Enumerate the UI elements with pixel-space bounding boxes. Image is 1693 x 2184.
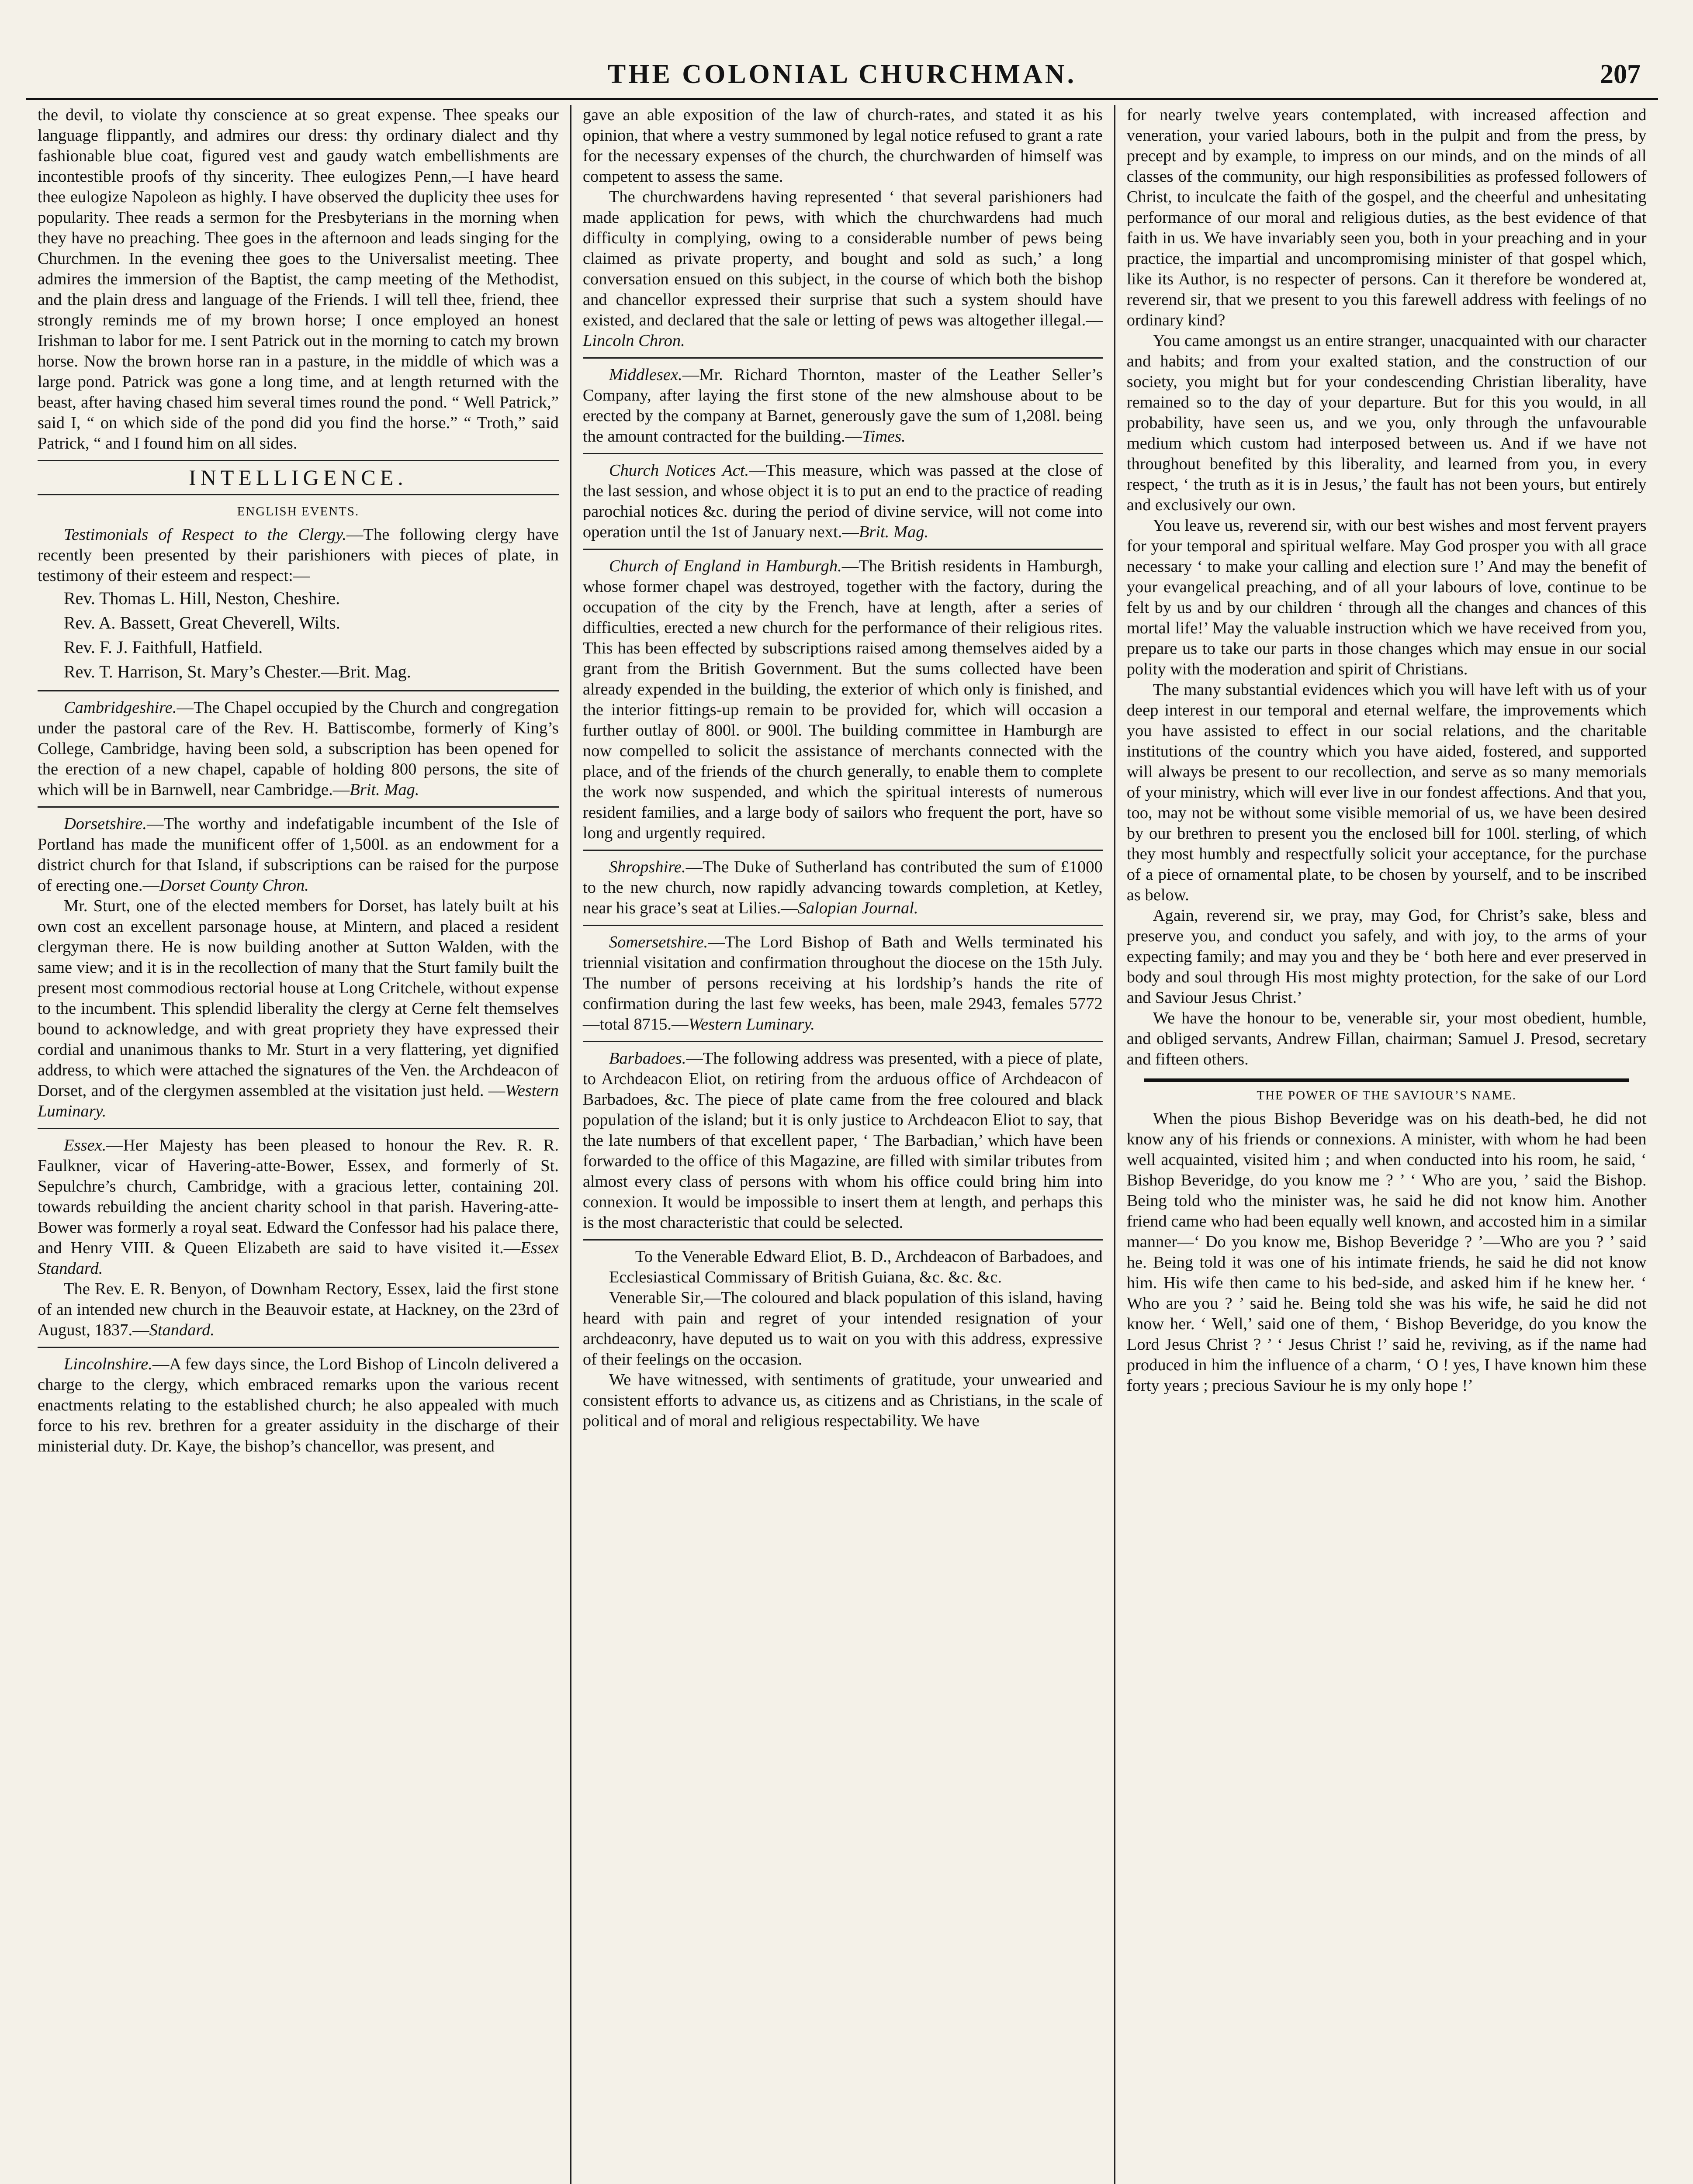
article-heading: Church Notices Act.: [609, 461, 749, 480]
divider: [38, 1347, 559, 1348]
article-body: —The British residents in Hamburgh, whose former chapel was destroyed, together with the factory, during the occupation of the city by the French, have at length, after a series of difficulties, erected a new church for the performance of their religious rites. This has been effected by subscriptions raised among themselves aided by a grant from the British Government. But the sums collected have been already expended in the building, the exterior of which only is finished, and the interior fittings-up remain to be provided for, which will occasion a further outlay of 800l. or 900l. The building committee in Hamburgh are now compelled to solicit the assistance of merchants connected with the place, and of the friends of the church generally, to enable them to complete the work now suspended, and which the spiritual interests of numerous resident families, and a large body of sailors who frequent the port, have so long and urgently required.: [582, 557, 1103, 842]
subheading-english-events: ENGLISH EVENTS.: [237, 505, 360, 518]
article-source: Standard.: [149, 1321, 215, 1339]
divider: [38, 806, 559, 808]
article-source: Brit. Mag.: [350, 781, 419, 799]
divider: [583, 1239, 1103, 1241]
divider: [38, 690, 559, 691]
article-benyon: [38, 1279, 559, 1341]
header-rule: [26, 98, 1658, 100]
article-heading: Essex.: [64, 1136, 107, 1154]
article-source: Brit. Mag.: [859, 523, 929, 541]
article-body: The Rev. E. R. Benyon, of Downham Rectory, Essex, laid the first stone of an intended new church in the Beauvoir estate, at Hackney, on the 23rd of August, 1837.—: [38, 1280, 559, 1339]
article-body: Mr. Sturt, one of the elected members for Dorset, has lately built at his own cost an excellent parsonage house, at Mintern, and placed a resident clergyman there. He is now building another at Sutton Walden, with the same view; and it is in the recollection of many that the Sturt family built the present most commodious rectorial house at Long Critchele, without expense to the incumbent. This splendid liberality the clergy at Cerne felt themselves bound to acknowledge, and with great propriety they have expressed their cordial and unanimous thanks to Mr. Sturt in a very flattering, yet dignified address, to which were attached the signatures of the Ven. the Archdeacon of Dorset, and of the clergymen assembled at the visitation just held. —: [38, 897, 559, 1100]
article-body: —Mr. Richard Thornton, master of the Leather Seller’s Company, after laying the first stone of the new almshouse about to be erected by the company at Barnet, generously gave the sum of 1,208l. being the amount contracted for the building.—: [582, 366, 1103, 446]
article-shropshire: [583, 857, 1103, 919]
article-source: Lincoln Chron.: [582, 332, 685, 350]
article-body: —The Lord Bishop of Bath and Wells terminated his triennial visitation and confirmation throughout the diocese on the 15th July. The number of persons receiving at his lordship’s hands the rite of confirmation during the last few weeks, has been, male 2943, females 5772—total 8715.—: [582, 933, 1103, 1033]
article-body: —This measure, which was passed at the close of the last session, and whose object it is to put an end to the practice of reading parochial notices &c. during the period of divine service, will not come into operation until the 1st of January next.—: [582, 461, 1103, 541]
article-heading: Testimonials of Respect to the Clergy.: [64, 525, 346, 544]
paragraph: gave an able exposition of the law of church-rates, and stated it as his opinion, that where a vestry summoned by legal notice refused to grant a rate for the necessary expenses of the church, the churchwarden of himself was competent to assess the same.: [582, 106, 1103, 186]
paragraph: You came amongst us an entire stranger, unacquainted with our character and habits; and from your exalted station, and the construction of our society, you might but for your condescending Christian liberality, have remained so to the day of your departure. But for this you would, in all probability, have seen us, and we you, only through the unfavourable medium which custom had interposed between us. And if we have not throughout benefited by this liberality, and learned from you, in every respect, ‘ the truth as it is in Jesus,’ the fault has not been yours, but entirely and exclusively our own.: [1126, 332, 1647, 514]
paragraph: for nearly twelve years contemplated, with increased affection and veneration, your varied labours, both in the pulpit and from the press, by precept and by example, to impress on our minds, and on the minds of all classes of the community, our high responsibilities as professed followers of Christ, to inculcate the faith of the gospel, and the cheerful and unhesitating performance of our moral and religious duties, as the best evidence of that faith in us. We have invariably seen you, both in your preaching and in your practice, the impartial and uncompromising minister of that gospel which, like its Author, is no respecter of persons. Can it therefore be wondered at, reverend sir, that we present to you this farewell address with feelings of no ordinary kind?: [1126, 106, 1647, 329]
article-source: Western Luminary.: [38, 1082, 559, 1120]
article-heading: Church of England in Hamburgh.: [609, 557, 842, 575]
page-header: [26, 59, 1658, 98]
article-sturt: [38, 896, 559, 1122]
section-title-intelligence: INTELLIGENCE.: [189, 465, 408, 490]
thick-divider: [1144, 1078, 1629, 1082]
article-body: —A few days since, the Lord Bishop of Lincoln delivered a charge to the clergy, which embraced remarks upon the various recent enactments relating to the established church; he also appealed with much force to his rev. brethren for a greater assiduity in the discharge of their ministerial duty. Dr. Kaye, the bishop’s chancellor, was present, and: [38, 1355, 559, 1455]
paragraph: You leave us, reverend sir, with our best wishes and most fervent prayers for your temporal and spiritual welfare. May God prosper you with all grace necessary ‘ to make your calling and election sure !’ And may the benefit of your evangelical preaching, and of all your labours of love, continue to be felt by us and by our children ‘ through all the changes and chances of this mortal life!’ May the valuable instruction which we have received from you, prepare us to take our parts in those changes which may ensue in our social polity with the moderation and spirit of Christians.: [1126, 516, 1647, 678]
paragraph: We have the honour to be, venerable sir, your most obedient, humble, and obliged servants, Andrew Fillan, chairman; Samuel J. Presod, secretary and fifteen others.: [1126, 1009, 1647, 1068]
divider: [583, 453, 1103, 454]
divider: [583, 357, 1103, 359]
article-body: —The Duke of Sutherland has contributed the sum of £1000 to the new church, now rapidly advancing towards completion, at Ketley, near his grace’s seat at Lilies.—: [582, 858, 1103, 917]
columns: [26, 105, 1658, 2184]
article-source: Salopian Journal.: [797, 899, 918, 917]
divider: [38, 494, 559, 495]
divider: [583, 925, 1103, 926]
article-dorsetshire: [38, 814, 559, 896]
paragraph: Venerable Sir,—The coloured and black population of this island, having heard with pain and regret of your intended resignation of your archdeaconry, have deputed us to wait on you with this address, expressive of their feelings on the occasion.: [582, 1289, 1103, 1368]
article-body: —The following address was presented, with a piece of plate, to Archdeacon Eliot, on retiring from the arduous office of Archdeacon of Barbadoes, &c. The piece of plate came from the free coloured and black population of the island; but it is only justice to Archdeacon Eliot to say, that the late numbers of that excellent paper, ‘ The Barbadian,’ which have been forwarded to the office of this Magazine, are filled with similar tributes from almost every class of persons with whom his office could bring him into connexion. It would be impossible to insert them at length, and perhaps this is the most characteristic that could be selected.: [582, 1049, 1103, 1232]
paragraph: When the pious Bishop Beveridge was on his death-bed, he did not know any of his friends or connexions. A minister, with whom he had been well acquainted, visited him ; and when conducted into his room, he said, ‘ Bishop Beveridge, do you know me ? ’ ‘ Who are you, ’ said the Bishop. Being told who the minister was, he said he did not know him. Another friend came who had been equally well known, and accosted him in a similar manner—‘ Do you know me, Bishop Beveridge ? ’—Who are you ? ’ said he. Being told it was one of his intimate friends, he said he did not know him. His wife then came to his bed-side, and asked him if he knew her. ‘ Who are you ? ’ said he. Being told she was his wife, he said he did not know her. ‘ Well,’ said one of them, ‘ Bishop Beveridge, do you know the Lord Jesus Christ ? ’ ‘ Jesus Christ !’ said he, reviving, as if the name had produced in him the influence of a charm, ‘ O ! yes, I have known him these forty years ; precious Saviour he is my only hope !’: [1126, 1109, 1647, 1395]
article-church-notices: [583, 460, 1103, 543]
article-heading: Somersetshire.: [609, 933, 708, 951]
divider: [38, 1128, 559, 1129]
article-barbadoes: [583, 1048, 1103, 1233]
paragraph: the devil, to violate thy conscience at so great expense. Thee speaks our language flippantly, and admires our dress: thy ordinary dialect and thy fashionable blue coat, figured vest and gaudy watch embellishments are incontestible proofs of thy sincerity. Thee eulogizes Penn,—I have heard thee eulogize Napoleon as highly. I have observed the duplicity thee uses for popularity. Thee reads a sermon for the Presbyterians in the morning when they have no preaching. Thee goes in the afternoon and leads singing for the Churchmen. In the evening thee goes to the Universalist meeting. Thee admires the immersion of the Baptist, the camp meeting of the Methodist, and the plain dress and language of the Friends. I will tell thee, friend, thee strongly reminds me of my brown horse; I once employed an honest Irishman to labor for me. I sent Patrick out in the morning to catch my brown horse. Now the brown horse ran in a pasture, in the middle of which was a large pond. Patrick was gone a long time, and at length returned with the beast, after having chased him several times round the pond. “ Well Patrick,” said I, “ on which side of the pond did you find the horse.” “ Troth,” said Patrick, “ and I found him on all sides.: [38, 106, 559, 453]
paragraph: Again, reverend sir, we pray, may God, for Christ’s sake, bless and preserve you, and conduct you safely, and with joy, to the arms of your expecting family; and may you and they be ‘ both here and ever preserved in body and soul through His most mighty protection, for the sake of our Lord and Saviour Jesus Christ.’: [1126, 906, 1647, 1007]
article-heading: Dorsetshire.: [64, 815, 147, 833]
paragraph: The many substantial evidences which you will have left with us of your deep interest in our temporal and eternal welfare, the improvements which you have assisted to effect in our social relations, and the charitable institutions of the country which you have aided, fostered, and supported will always be present to our recollection, and serve as so many memorials of your ministry, which will ever live in our fondest affections. And that you, too, may not be without some visible memorial of us, we have been desired by our brethren to present you the enclosed bill for 100l. sterling, of which they most humbly and respectfully solicit your acceptance, for the purchase of a piece of ornamental plate, to be chosen by yourself, and to be inscribed as below.: [1126, 681, 1647, 904]
column-2: [570, 105, 1114, 2184]
address-salutation: To the Venerable Edward Eliot, B. D., Archdeacon of Barbadoes, and Ecclesiastical Commissary of British Guiana, &c. &c. &c.: [609, 1248, 1103, 1286]
list-item: Rev. Thomas L. Hill, Neston, Cheshire.: [64, 588, 340, 608]
article-body: The churchwardens having represented ‘ that several parishioners had made application for pews, with which the churchwardens had much difficulty in complying, owing to a considerable number of pews being claimed as private property, and bought and sold as such,’ a long conversation ensued on this subject, in the course of which both the bishop and chancellor expressed their surprise that such a system should have existed, and declared that the sale or letting of pews was altogether illegal.—: [582, 188, 1103, 329]
article-heading: Middlesex.: [609, 366, 682, 384]
clergy-list: [64, 586, 559, 684]
article-hamburgh: [583, 556, 1103, 843]
article-heading: Lincolnshire.: [64, 1355, 152, 1373]
article-source: Dorset County Chron.: [159, 876, 309, 895]
article-heading: Cambridgeshire.: [64, 698, 177, 717]
article-lincolnshire: [38, 1354, 559, 1457]
article-testimonials: [38, 525, 559, 586]
publication-title: THE COLONIAL CHURCHMAN.: [607, 59, 1077, 89]
article-source: Times.: [862, 427, 906, 446]
paragraph: [583, 187, 1103, 351]
list-item: Rev. T. Harrison, St. Mary’s Chester.—Brit. Mag.: [64, 662, 411, 681]
article-source: Essex Standard.: [38, 1239, 559, 1278]
article-body: —The Chapel occupied by the Church and congregation under the pastoral care of the Rev. H. Battiscombe, formerly of King’s College, Cambridge, having been sold, a subscription has been opened for the erection of a new chapel, capable of holding 800 persons, the site of which will be in Barnwell, near Cambridge.—: [38, 698, 559, 799]
article-body: —The worthy and indefatigable incumbent of the Isle of Portland has made the munificent offer of 1,500l. as an endowment for a district church for that Island, if subscriptions can be raised for the purpose of erecting one.—: [38, 815, 559, 895]
list-item: Rev. F. J. Faithfull, Hatfield.: [64, 637, 263, 657]
column-1: [26, 105, 570, 2184]
list-item: Rev. A. Bassett, Great Cheverell, Wilts.: [64, 613, 340, 632]
article-somersetshire: [583, 932, 1103, 1035]
article-cambridgeshire: [38, 698, 559, 800]
article-heading: Shropshire.: [609, 858, 686, 876]
page-number: 207: [1600, 59, 1641, 89]
article-essex: [38, 1135, 559, 1279]
article-body: —The following clergy have recently been presented by their parishioners with pieces of plate, in testimony of their esteem and respect:—: [38, 525, 559, 585]
divider: [583, 1041, 1103, 1042]
divider: [583, 549, 1103, 550]
article-body: —Her Majesty has been pleased to honour the Rev. R. R. Faulkner, vicar of Havering-atte-Bower, Essex, and formerly of St. Sepulchre’s church, Cambridge, with a gracious letter, containing 20l. towards rebuilding the ancient charity school in that parish. Havering-atte-Bower was formerly a royal seat. Edward the Confessor had his palace there, and Henry VIII. & Queen Elizabeth are said to have visited it.—: [38, 1136, 559, 1257]
article-title-power-of-saviours-name: THE POWER OF THE SAVIOUR’S NAME.: [1257, 1089, 1516, 1102]
article-middlesex: [583, 365, 1103, 447]
article-source: Western Luminary.: [688, 1015, 815, 1033]
divider: [38, 460, 559, 461]
divider: [583, 850, 1103, 851]
paragraph: We have witnessed, with sentiments of gratitude, your unwearied and consistent efforts to advance us, as citizens and as Christians, in the scale of political and of moral and religious respectability. We have: [582, 1371, 1103, 1430]
article-heading: Barbadoes.: [609, 1049, 686, 1068]
column-3: [1114, 105, 1658, 2184]
